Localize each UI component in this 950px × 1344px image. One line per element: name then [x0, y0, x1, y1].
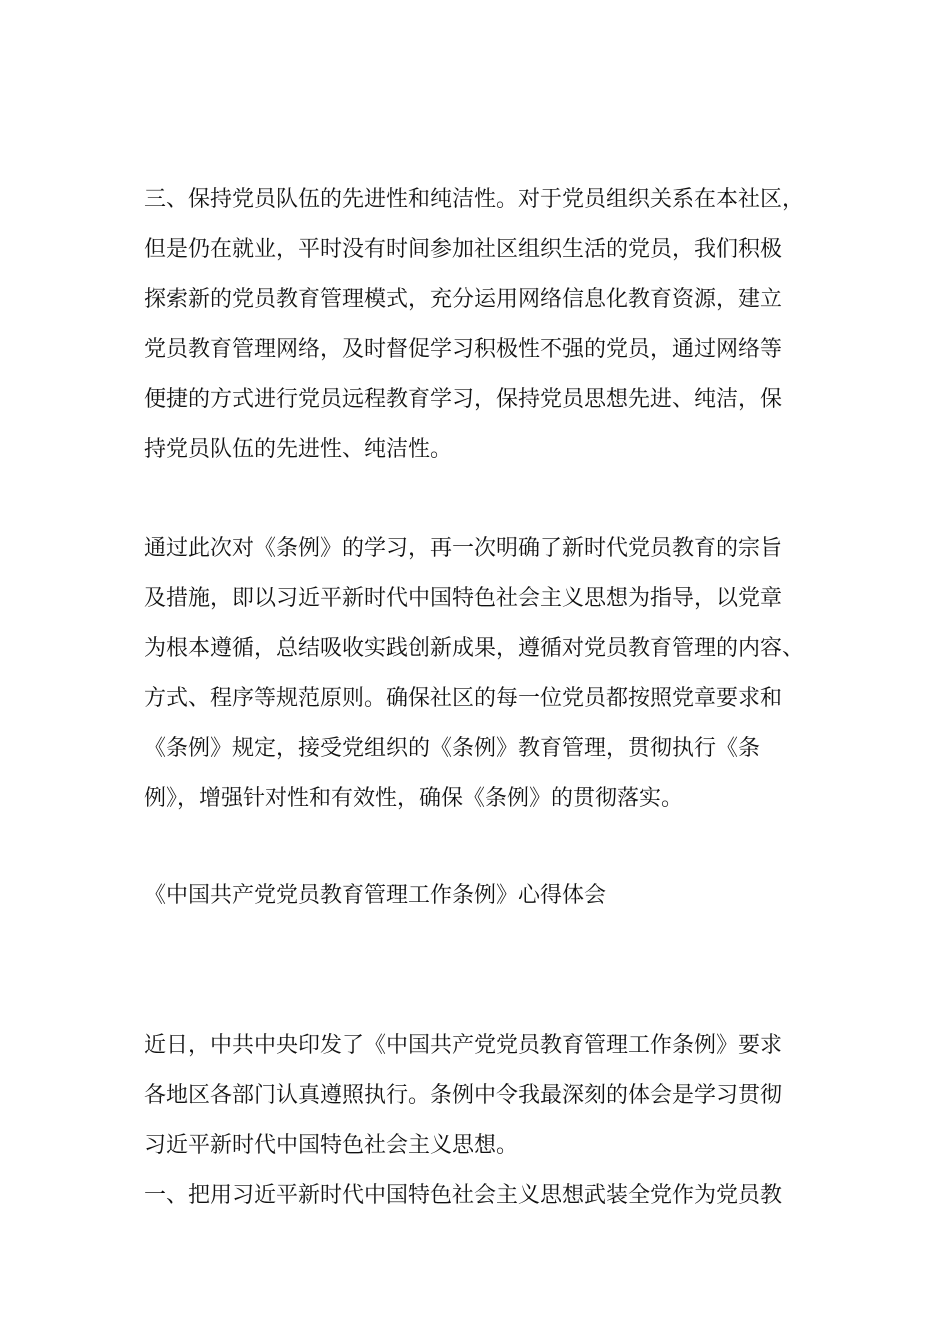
section-title	[144, 871, 824, 921]
text-line: 持党员队伍的先进性、纯洁性。	[144, 437, 453, 462]
text-line: 为根本遵循，总结吸收实践创新成果，遵循对党员教育管理的内容、	[144, 636, 805, 661]
text-line: 及措施，即以习近平新时代中国特色社会主义思想为指导，以党章	[144, 586, 783, 611]
text-line: 近日，中共中央印发了《中国共产党党员教育管理工作条例》要求	[144, 1033, 783, 1058]
text-line: 方式、程序等规范原则。确保社区的每一位党员都按照党章要求和	[144, 686, 783, 711]
text-line: 便捷的方式进行党员远程教育学习，保持党员思想先进、纯洁，保	[144, 387, 783, 412]
paragraph-intro	[144, 1021, 824, 1221]
text-line: 党员教育管理网络，及时督促学习积极性不强的党员，通过网络等	[144, 337, 783, 362]
text-line: 例》，增强针对性和有效性，确保《条例》的贯彻落实。	[144, 786, 684, 811]
text-line: 探索新的党员教育管理模式，充分运用网络信息化教育资源，建立	[144, 287, 783, 312]
text-line: 三、保持党员队伍的先进性和纯洁性。对于党员组织关系在本社区，	[144, 187, 805, 212]
text-line: 通过此次对《条例》的学习，再一次明确了新时代党员教育的宗旨	[144, 536, 783, 561]
paragraph-study-summary	[144, 524, 824, 824]
text-line: 习近平新时代中国特色社会主义思想。	[144, 1133, 519, 1158]
text-line: 但是仍在就业，平时没有时间参加社区组织生活的党员，我们积极	[144, 237, 783, 262]
text-line: 一、把用习近平新时代中国特色社会主义思想武装全党作为党员教	[144, 1183, 783, 1208]
section-title-text: 《中国共产党党员教育管理工作条例》心得体会	[144, 883, 607, 908]
text-line: 《条例》规定，接受党组织的《条例》教育管理，贯彻执行《条	[144, 736, 761, 761]
paragraph-maintain-purity	[144, 175, 824, 475]
text-line: 各地区各部门认真遵照执行。条例中令我最深刻的体会是学习贯彻	[144, 1083, 783, 1108]
